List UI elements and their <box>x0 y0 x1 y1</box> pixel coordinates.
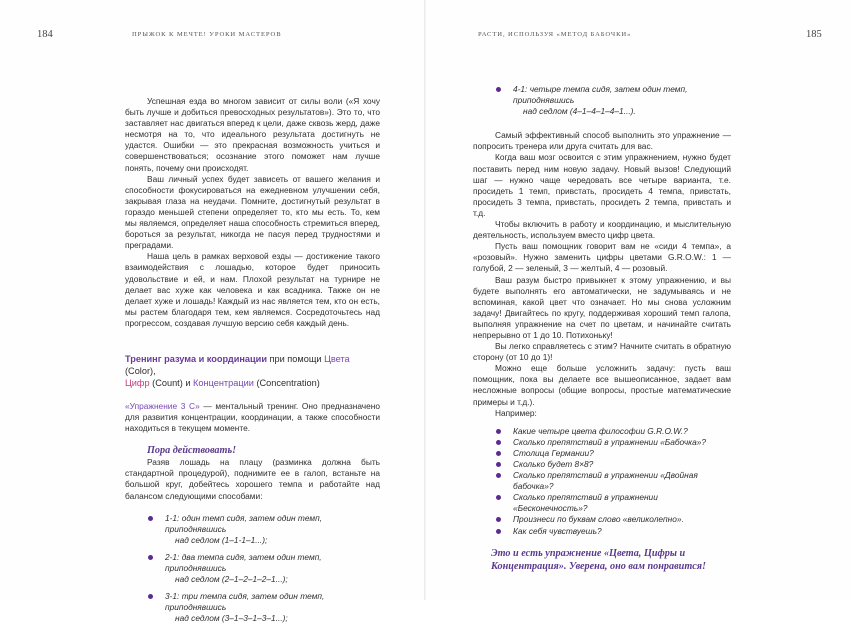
paragraph: Когда ваш мозг освоится с этим упражнением, нужно будет поставить перед ним новую задачу. Новый вызов! Следующий шаг — нужно чаще чередовать все четыре варианта, т.е. просидеть 1 темп, привстать, просидеть 4 темпа, привстать, просидеть 3 темпа, привстать, просидеть 2 темпа, привстать и т.д. <box>473 152 731 218</box>
right-body <box>473 84 731 573</box>
list-item: Какие четыре цвета философии G.R.O.W.? <box>513 426 731 437</box>
bullet-icon <box>496 517 501 522</box>
list-item: 2-1: два темпа сидя, затем один темп, приподнявшись над седлом (2–1–2–1–2–1...); <box>165 552 380 585</box>
section-title-digit-en: (Count) и <box>149 377 194 388</box>
left-page <box>0 0 425 624</box>
bullet-icon <box>496 462 501 467</box>
paragraph: Ваш личный успех будет зависеть от вашего желания и способности фокусироваться на ежедневном улучшении себя, закрывая глаза на неудачи. Помните, достигнутый результат в гораздо меньшей степени определяет то, кто мы есть. То, кем мы являемся, определяет наша способность стремиться вперед, бороться за результат, никогда не пасуя перед трудностями и преградами. <box>125 173 380 251</box>
list-item: 3-1: три темпа сидя, затем один темп, приподнявшись над седлом (3–1–3–1–3–1...); <box>165 591 380 624</box>
closing-statement: Это и есть упражнение «Цвета, Цифры и Концентрация». Уверена, оно вам понравится! <box>491 547 706 572</box>
section-title <box>125 353 380 389</box>
list-item: Сколько препятствий в упражнении «Двойная бабочка»? <box>513 470 731 492</box>
paragraph: Ваш разум быстро привыкнет к этому упражнению, и вы будете выполнять его автоматически, не задумываясь и не вспоминая, какой цвет что означает. Но мы снова усложним задачу! Двигайтесь по кругу, поддерживая хороший темп галопа, выполняя упражнение на счет по цветам, и начинайте считать непрерывно от 1 до 10. Потихоньку! <box>473 274 731 340</box>
section-title-conc-en: (Concentration) <box>253 377 320 388</box>
list-item: Сколько будет 8×8? <box>513 459 731 470</box>
bullet-icon <box>148 516 153 521</box>
bullet-icon <box>496 473 501 478</box>
paragraph: Вы легко справляетесь с этим? Начните считать в обратную сторону (от 10 до 1)! <box>473 341 731 363</box>
right-page <box>426 0 851 600</box>
intro-exercise-name: «Упражнение 3 C» <box>125 400 200 411</box>
page-number-left: 184 <box>37 29 53 40</box>
left-body <box>125 96 380 624</box>
bullet-icon <box>496 451 501 456</box>
tempo-list-continued <box>473 84 731 117</box>
list-item: Как себя чувствуешь? <box>513 526 731 537</box>
list-item: 4-1: четыре темпа сидя, затем один темп, приподнявшись над седлом (4–1–4–1–4–1...). <box>513 84 731 117</box>
section-title-color-en: (Color), <box>125 365 156 376</box>
section-title-digit-word: Цифр <box>125 377 150 388</box>
intro-text: — ментальный тренинг. Оно предназначено для развития концентрации, координации, а также способности находиться в текущем моменте. <box>125 400 381 434</box>
paragraph: Самый эффективный способ выполнить это упражнение — попросить тренера или друга считать для вас. <box>473 130 731 152</box>
act-paragraph: Разяв лошадь на плацу (разминка должна быть стандартной процедурой), поднимите ее в галоп, встаньте на большой круг, добейтесь хорошего темпа и работайте над балансом следующими способами: <box>125 457 380 501</box>
paragraph: Чтобы включить в работу и координацию, и мыслительную деятельность, используем вместо цифр цвета. <box>473 219 731 241</box>
section-title-conc-word: Концентрации <box>193 377 254 388</box>
section-title-color-word: Цвета <box>324 353 350 364</box>
paragraph: Например: <box>495 407 537 418</box>
bullet-icon <box>496 495 501 500</box>
bullet-icon <box>496 87 501 92</box>
list-item: Сколько препятствий в упражнении «Бабочка»? <box>513 437 731 448</box>
paragraph: Успешная езда во многом зависит от силы воли («Я хочу быть лучше и добиться превосходных результатов»). Это то, что заставляет нас двигаться вперед к цели, даже сквозь жерд, даже несмотря на то, что идеального результата достигнуть не удастся. Ошибки — это прекрасная возможность учиться и совершенствоваться; осознание этого поможет нам лучше понять, почему они происходят. <box>125 96 380 173</box>
list-item: Сколько препятствий в упражнении «Бесконечность»? <box>513 492 731 514</box>
section-title-middle: при помощи <box>266 353 325 364</box>
question-list <box>473 426 731 537</box>
intro-paragraph <box>125 401 380 434</box>
act-heading: Пора действовать! <box>147 445 237 457</box>
running-head-right: РАСТИ, ИСПОЛЬЗУЯ «МЕТОД БАБОЧКИ» <box>478 31 632 38</box>
bullet-icon <box>148 555 153 560</box>
paragraph: Можно еще больше усложнить задачу: пусть ваш помощник, пока вы делаете все вышеописанное, задает вам несложные вопросы (общие вопросы, простые математические примеры и т.д.). <box>473 363 731 407</box>
paragraph: Пусть ваш помощник говорит вам не «сиди 4 темпа», а «розовый». Нужно заменить цифры цветами G.R.O.W.: 1 — голубой, 2 — зеленый, 3 — желтый, 4 — розовый. <box>473 241 731 274</box>
list-item: 1-1: один темп сидя, затем один темп, приподнявшись над седлом (1–1-1–1...); <box>165 513 380 546</box>
tempo-list <box>125 513 380 624</box>
bullet-icon <box>148 594 153 599</box>
page-number-right: 185 <box>806 29 822 40</box>
section-title-bold: Тренинг разума и координации <box>125 353 267 364</box>
bullet-icon <box>496 429 501 434</box>
list-item: Произнеси по буквам слово «великолепно». <box>513 514 731 525</box>
bullet-icon <box>496 529 501 534</box>
bullet-icon <box>496 440 501 445</box>
running-head-left: ПРЫЖОК К МЕЧТЕ! УРОКИ МАСТЕРОВ <box>132 31 282 38</box>
paragraph: Наша цель в рамках верховой езды — достижение такого взаимодействия с лошадью, которое будет приносить удовольствие и ей, и нам. Плохой результат на турнире не делает вас хуже как человека и как всадника. Также он не делает хуже и лошадь! Каждый из нас является тем, кто он есть, мы растем благодаря тем, кем являемся. Сосредоточьтесь над прогрессом, создавая лучшую версию себя каждый день. <box>125 251 380 328</box>
list-item: Столица Германии? <box>513 448 731 459</box>
